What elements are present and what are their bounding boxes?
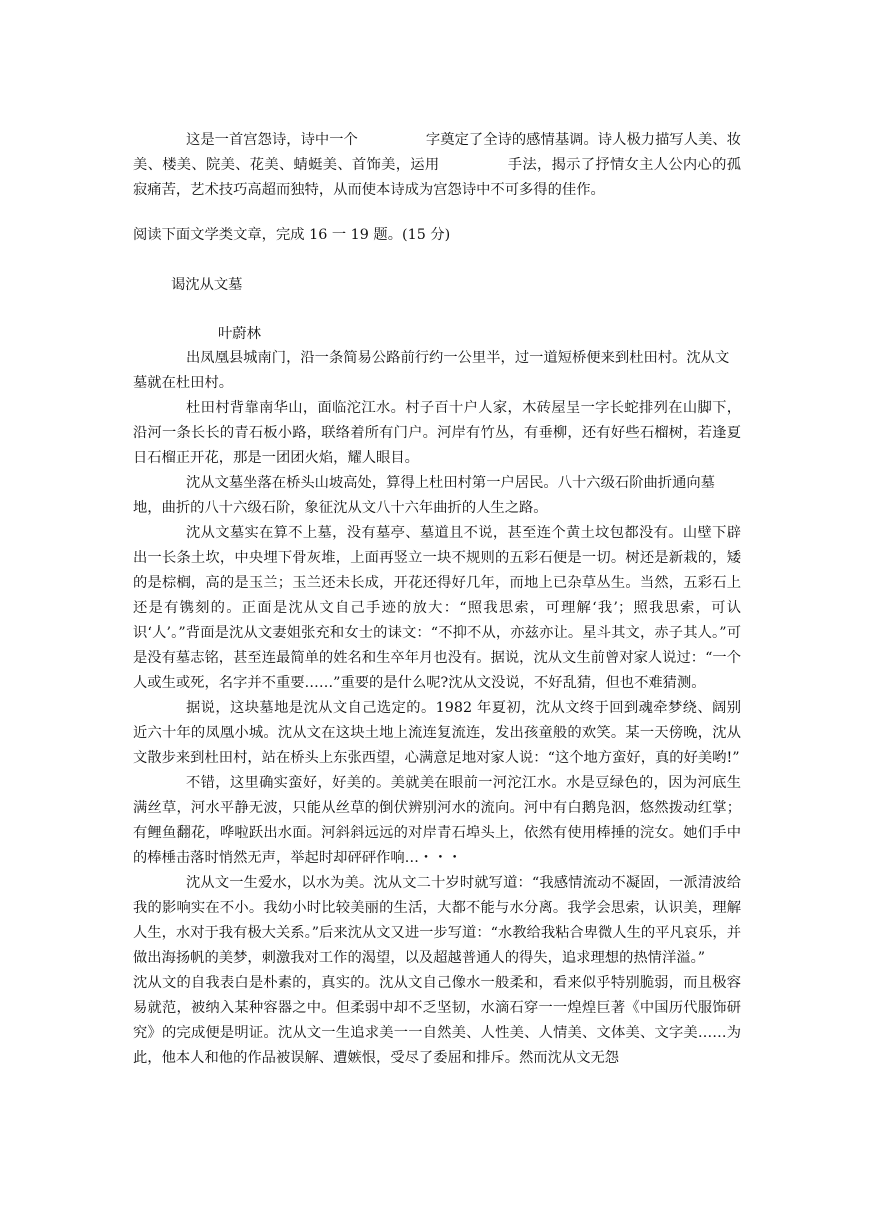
paragraph-7: 沈从文一生爱水，以水为美。沈从文二十岁时就写道：“我感情流动不凝固，一派清波给我的影响实在不小。我幼小时比较美丽的生活，大都不能与水分离。我学会思索，认识美，理解人生，水对于我有极大关系。”后来沈从文又进一步写道：“水教给我粘合卑微人生的平凡哀乐，并做出海扬帆的美梦，刺激我对工作的渴望，以及超越普通人的得失，追求理想的热情洋溢。” [133,875,741,966]
reading-instruction: 阅读下面文学类文章，完成 16 一 19 题。(15 分) [133,227,451,243]
paragraph-8: 沈从文的自我表白是朴素的，真实的。沈从文自己像水一般柔和，看来似乎特别脆弱，而且极容易就范，被纳入某种容器之中。但柔弱中却不乏坚韧，水滴石穿一一煌煌巨著《中国历代服饰研究》的完成便是明证。沈从文一生追求美一一自然美、人性美、人情美、文体美、文字美……为此，他本人和他的作品被误解、遭嫉恨，受尽了委屈和排斥。然而沈从文无怨 [133,975,741,1066]
paragraph-4: 沈从文墓实在算不上墓，没有墓亭、墓道且不说，甚至连个黄土坟包都没有。山壁下辟出一长条土坎，中央埋下骨灰堆，上面再竖立一块不规则的五彩石便是一切。树还是新栽的，矮的是棕榈，高的是玉兰；玉兰还未长成，开花还得好几年，而地上已杂草丛生。当然，五彩石上还是有镌刻的。正面是沈从文自己手迹的放大：“照我思索，可理解‘我’；照我思索，可认识‘人’。”背面是沈从文妻姐张充和女士的诔文：“不抑不从，亦兹亦让。星斗其文，赤子其人。”可是没有墓志铭，甚至连最简单的姓名和生卒年月也没有。据说，沈从文生前曾对家人说过：“一个人或生或死，名字并不重要……”重要的是什么呢?沈从文没说，不好乱猜，但也不难猜测。 [133,525,741,691]
paragraph-1a: 出凤凰县城南门，沿一条简易公路前行约一公里半，过一道短桥便来到杜田村。沈从文 [186,350,730,366]
paragraph-1b: 墓就在杜田村。 [133,375,234,391]
article-body [133,346,741,1071]
intro-paragraph [133,128,741,203]
intro-text-2: 字奠定了全诗的感情基调。诗人极力描写人美、妆美、楼美、院美、花美、蜻蜓美、首饰美，运用 [133,132,742,173]
article-title: 谒沈从文墓 [171,277,243,293]
paragraph-2: 杜田村背靠南华山，面临沱江水。村子百十户人家，木砖屋呈一字长蛇排列在山脚下，沿河一条长长的青石板小路，联络着所有门户。河岸有竹丛，有垂柳，还有好些石榴树，若逢夏日石榴正开花，那是一团团火焰，耀人眼目。 [133,400,741,466]
intro-text-3: 手法，揭示了抒情女主人公内心的孤寂痛苦，艺术技巧高超而独特，从而使本诗成为宫怨诗中不可多得的佳作。 [133,157,741,198]
paragraph-6: 不错，这里确实蛮好，好美的。美就美在眼前一河沱江水。水是豆绿色的，因为河底生满丝草，河水平静无波，只能从丝草的倒伏辨别河水的流向。河中有白鹅凫泅，悠然拨动红掌；有鲤鱼翻花，哗啦跃出水面。河斜斜远远的对岸青石埠头上，依然有使用棒捶的浣女。她们手中的棒棰击落时悄然无声，举起时却砰砰作响…・・・ [133,775,741,866]
paragraph-3a: 沈从文墓坐落在桥头山坡高处，算得上杜田村第一户居民。八十六级石阶曲折通向墓 [186,475,715,491]
paragraph-3b: 地，曲折的八十六级石阶，象征沈从文八十六年曲折的人生之路。 [133,500,548,516]
article-author: 叶蔚林 [218,326,261,342]
paragraph-5: 据说，这块墓地是沈从文自己选定的。1982 年夏初，沈从文终于回到魂牵梦绕、阔别近六十年的凤凰小城。沈从文在这块土地上流连复流连，发出孩童般的欢笑。某一天傍晚，沈从文散步来到杜田村，站在桥头上东张西望，心满意足地对家人说：“这个地方蛮好，真的好美哟!” [133,700,741,766]
intro-text-1: 这是一首宫怨诗，诗中一个 [186,132,358,148]
